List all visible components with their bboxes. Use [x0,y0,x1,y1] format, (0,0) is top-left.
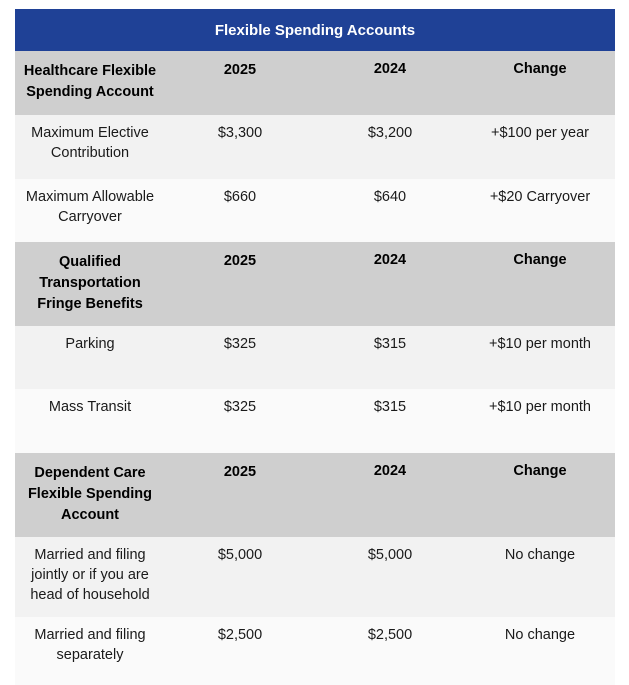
row-label: Married and filing jointly or if you are head of household [30,547,150,603]
row-change-value: +$10 per month [489,336,591,352]
change-header: Change [513,61,567,77]
row-label: Maximum Allowable Carryover [25,189,155,225]
row-label: Maximum Elective Contribution [31,125,149,161]
row-label: Married and filing separately [34,627,146,663]
table-title: Flexible Spending Accounts [15,9,615,51]
section-label: Qualified Transportation Fringe Benefits [37,254,143,312]
section-label: Healthcare Flexible Spending Account [23,63,157,100]
section-header-dependent-care [15,453,615,537]
row-prior-value: $315 [373,399,407,415]
section-header-healthcare [15,51,615,115]
year-prior-header: 2024 [373,463,407,479]
change-header: Change [513,463,567,479]
row-change-value: +$20 Carryover [489,189,591,205]
table-row [15,537,615,617]
fsa-table [15,9,615,685]
row-prior-value: $3,200 [367,125,413,141]
row-current-value: $325 [223,336,257,352]
row-current-value: $3,300 [217,125,263,141]
table-row [15,115,615,179]
year-prior-header: 2024 [373,61,407,77]
row-change-value: No change [504,627,576,643]
year-prior-header: 2024 [373,252,407,268]
row-label: Parking [65,336,115,352]
row-prior-value: $5,000 [367,547,413,563]
row-change-value: +$10 per month [489,399,591,415]
table-row [15,326,615,389]
table-row [15,389,615,453]
row-current-value: $2,500 [217,627,263,643]
row-current-value: $325 [223,399,257,415]
change-header: Change [513,252,567,268]
table-title-row [15,9,615,51]
section-label: Dependent Care Flexible Spending Account [27,465,153,523]
table-row [15,179,615,242]
year-current-header: 2025 [223,62,257,78]
row-label: Mass Transit [48,399,132,415]
row-current-value: $5,000 [217,547,263,563]
row-prior-value: $640 [373,189,407,205]
year-current-header: 2025 [223,464,257,480]
table-row [15,617,615,685]
section-header-transportation [15,242,615,326]
row-change-value: No change [504,547,576,563]
year-current-header: 2025 [223,253,257,269]
row-prior-value: $2,500 [367,627,413,643]
row-prior-value: $315 [373,336,407,352]
row-change-value: +$100 per year [491,125,589,141]
row-current-value: $660 [223,189,257,205]
